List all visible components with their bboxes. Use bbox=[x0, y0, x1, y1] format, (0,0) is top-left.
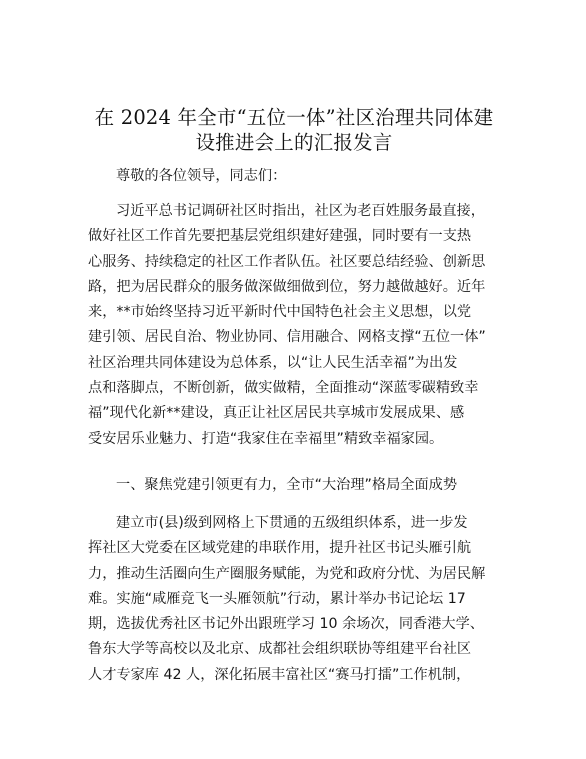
paragraph-line: 鲁东大学等高校以及北京、成都社会组织联协等组建平台社区 bbox=[88, 641, 472, 658]
section-heading bbox=[88, 473, 500, 498]
salutation-line: 尊敬的各位领导，同志们： bbox=[116, 168, 287, 184]
paragraph-line: 受安居乐业魅力、打造“我家住在幸福里”精致幸福家园。 bbox=[88, 430, 444, 447]
salutation bbox=[88, 164, 500, 189]
paragraph-line: 建引领、居民自治、物业协同、信用融合、网格支撑“五位一体” bbox=[88, 329, 486, 346]
paragraph-line: 点和落脚点，不断创新，做实做精，全面推动“深蓝零碳精致幸 bbox=[88, 380, 479, 397]
paragraph-line: 心服务、持续稳定的社区工作者队伍。社区要总结经验、创新思 bbox=[88, 253, 486, 270]
paragraph-line: 来，**市始终坚持习近平新时代中国特色社会主义思想，以党 bbox=[88, 304, 472, 321]
paragraph-line: 建立市(县)级到网格上下贯通的五级组织体系，进一步发 bbox=[116, 515, 468, 531]
paragraph-line: 力，推动生活圈向生产圈服务赋能，为党和政府分忧、为居民解 bbox=[88, 565, 486, 582]
paragraph-line: 习近平总书记调研社区时指出，社区为老百姓服务最直接， bbox=[116, 203, 485, 219]
paragraph-line: 路，把为居民群众的服务做深做细做到位，努力越做越好。近年 bbox=[88, 278, 486, 295]
paragraph-line: 挥社区大党委在区域党建的串联作用，提升社区书记头雁引航 bbox=[88, 540, 472, 557]
paragraph-line: 人才专家库 42 人，深化拓展丰富社区“赛马打擂”工作机制， bbox=[88, 666, 471, 683]
title-line: 在 2024 年全市“五位一体”社区治理共同体建 bbox=[94, 106, 494, 129]
document-title bbox=[84, 104, 504, 155]
paragraph-line: 社区治理共同体建设为总体系，以“让人民生活幸福”为出发 bbox=[88, 354, 458, 371]
paragraph-section-one bbox=[88, 511, 500, 688]
title-line: 设推进会上的汇报发言 bbox=[195, 131, 393, 155]
paragraph-line: 期，选拔优秀社区书记外出跟班学习 10 余场次，同香港大学、 bbox=[88, 616, 484, 633]
paragraph-line: 难。实施“咸雁竞飞一头雁领航”行动，累计举办书记论坛 17 bbox=[88, 590, 466, 607]
paragraph-intro bbox=[88, 199, 500, 452]
paragraph-line: 福”现代化新**建设，真正让社区居民共享城市发展成果、感 bbox=[88, 405, 465, 422]
section-heading-line: 一、聚焦党建引领更有力，全市“大治理”格局全面成势 bbox=[116, 477, 458, 493]
paragraph-line: 做好社区工作首先要把基层党组织建好建强，同时要有一支热 bbox=[88, 228, 472, 245]
